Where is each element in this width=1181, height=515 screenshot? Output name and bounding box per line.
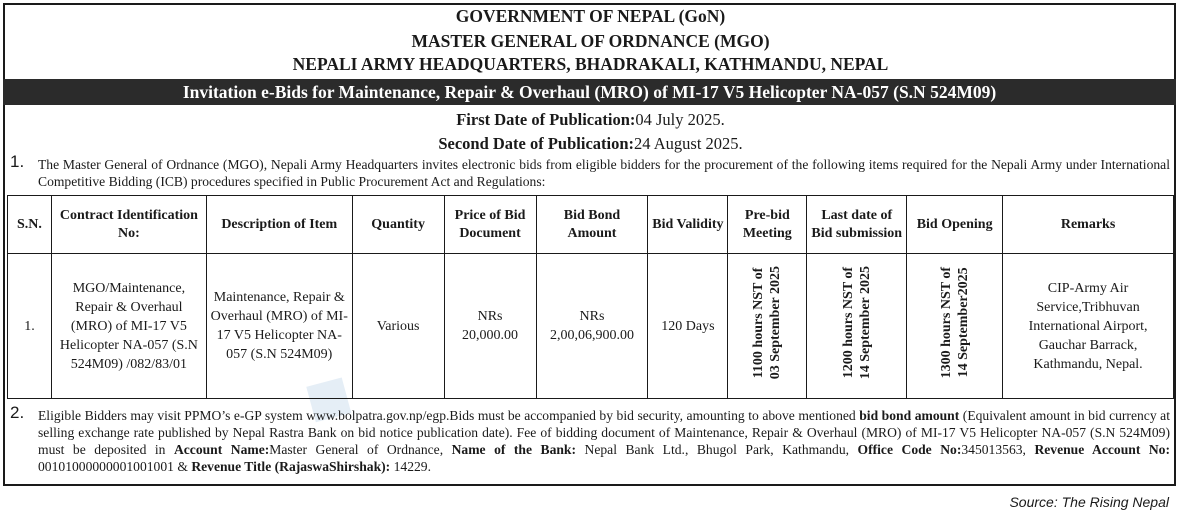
paragraph-2-number: 2.: [10, 403, 25, 422]
lastdate-line-2: 14 September 2025: [857, 266, 873, 380]
header-price: Price of Bid Document: [444, 196, 536, 254]
cell-price: [444, 254, 536, 399]
paragraph-1: [10, 152, 1170, 190]
p2-revenue-account-value: 00101000000001001001 &: [38, 459, 192, 474]
bond-amount: 2,00,06,900.00: [549, 328, 634, 343]
bid-table: [7, 195, 1174, 399]
cell-validity: 120 Days: [648, 254, 728, 399]
paragraph-1-number: 1.: [10, 152, 25, 171]
p2-revenue-title-value: 14229.: [390, 459, 431, 474]
price-amount: 20,000.00: [462, 328, 519, 343]
prebid-line-1: 1100 hours NST of: [751, 267, 767, 379]
header-last-date: Last date of Bid submission: [807, 196, 907, 254]
cell-bid-bond: [536, 254, 648, 399]
header-description: Description of Item: [206, 196, 352, 254]
first-publication-date: [0, 110, 1181, 130]
second-publication-date: [0, 134, 1181, 154]
header-quantity: Quantity: [352, 196, 444, 254]
prebid-vertical-text: [750, 266, 784, 379]
header-prebid: Pre-bid Meeting: [728, 196, 807, 254]
first-publication-value: 04 July 2025.: [635, 110, 725, 129]
header-bid-opening: Bid Opening: [907, 196, 1003, 254]
header-bid-bond: Bid Bond Amount: [536, 196, 648, 254]
first-publication-label: First Date of Publication:: [456, 110, 636, 129]
header-remarks: Remarks: [1003, 196, 1174, 254]
opening-line-1: 1300 hours NST of: [938, 267, 954, 379]
paragraph-1-text: The Master General of Ordnance (MGO), Nepali Army Headquarters invites electronic bids from eligible bidders for the procurement of the following items required for the Nepali Army under International Competitive Bidding (ICB) procedures specified in Public Procurement Act and Regulations:: [38, 157, 1170, 189]
bond-currency: NRs: [579, 309, 605, 324]
p2-account-name-label: Account Name:: [173, 442, 270, 457]
header-bid-validity: Bid Validity: [648, 196, 728, 254]
cell-remarks: CIP-Army Air Service,Tribhuvan International Airport, Gauchar Barrack, Kathmandu, Nepal.: [1003, 254, 1174, 399]
header-mgo: MASTER GENERAL OF ORDNANCE (MGO): [411, 31, 770, 51]
second-publication-label: Second Date of Publication:: [438, 134, 635, 153]
watermark: ◆: [280, 357, 368, 437]
header-government: GOVERNMENT OF NEPAL (GoN): [455, 6, 726, 26]
table-row: [8, 254, 1174, 399]
opening-line-2: 14 September2025: [955, 267, 971, 379]
cell-sn: 1.: [8, 254, 52, 399]
p2-account-name-value: Master General of Ordnance,: [269, 442, 452, 457]
prebid-line-2: 03 September 2025: [768, 266, 784, 380]
paragraph-2: [10, 403, 1170, 475]
cell-bid-opening: [907, 254, 1003, 399]
cell-quantity: Various: [352, 254, 444, 399]
p2-bank-name-label: Name of the Bank:: [451, 442, 577, 457]
lastdate-line-1: 1200 hours NST of: [840, 267, 856, 379]
p2-text-1: Eligible Bidders may visit PPMO’s e-GP system www.bolpatra.gov.np/egp.Bids must be accompanied by bid security, amounting to above mentioned: [38, 408, 860, 423]
p2-bank-name-value: Nepal Bank Ltd., Bhugol Park, Kathmandu,: [576, 442, 858, 457]
cell-last-date: [807, 254, 907, 399]
header-army-hq: NEPALI ARMY HEADQUARTERS, BHADRAKALI, KATHMANDU, NEPAL: [292, 54, 889, 74]
table-header-row: [8, 196, 1174, 254]
source-credit: Source: The Rising Nepal: [1009, 494, 1169, 510]
p2-office-code-value: 345013563,: [961, 442, 1035, 457]
cell-contract-id: MGO/Maintenance, Repair & Overhaul (MRO) of MI-17 V5 Helicopter NA-057 (S.N 524M09) /082/83/01: [51, 254, 206, 399]
header-sn: S.N.: [8, 196, 52, 254]
lastdate-vertical-text: [840, 266, 874, 379]
opening-vertical-text: [938, 267, 972, 378]
p2-office-code-label: Office Code No:: [857, 442, 962, 457]
p2-text-2: (Equivalent amount in bid currency at selling exchange rate published by Nepal Rastra Bank on bid notice publication date). Fee of bidding document of Maintenance, Repair & Overhaul (MRO) of MI-17 V5 Helicopter NA-057 (S.N 524M09) must be deposited in: [38, 408, 1170, 457]
p2-revenue-account-label: Revenue Account No:: [1034, 442, 1170, 457]
p2-revenue-title-label: Revenue Title (RajaswaShirshak):: [191, 459, 391, 474]
header-contract-id: Contract Identification No:: [51, 196, 206, 254]
cell-prebid: [728, 254, 807, 399]
p2-bid-bond-amount: bid bond amount: [859, 408, 960, 423]
cell-description: Maintenance, Repair & Overhaul (MRO) of MI-17 V5 Helicopter NA-057 (S.N 524M09): [206, 254, 352, 399]
notice-title-banner: Invitation e-Bids for Maintenance, Repair & Overhaul (MRO) of MI-17 V5 Helicopter NA-057 (S.N 524M09): [3, 79, 1176, 105]
paragraph-2-text: [38, 407, 1170, 475]
price-currency: NRs: [477, 309, 503, 324]
second-publication-value: 24 August 2025.: [634, 134, 743, 153]
